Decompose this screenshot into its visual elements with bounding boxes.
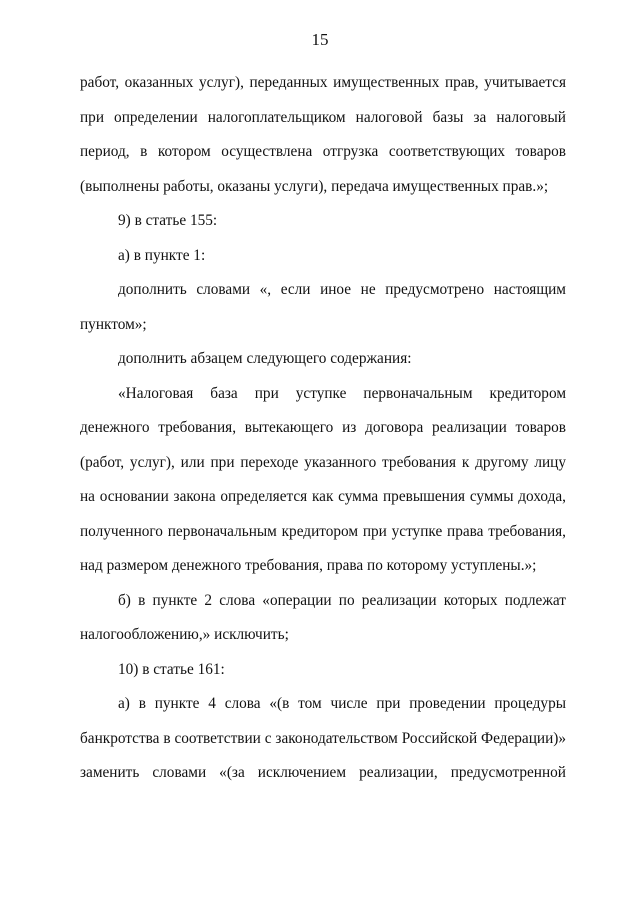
paragraph-point-1: а) в пункте 1: — [118, 246, 206, 264]
paragraph-continuation: работ, оказанных услуг), переданных имущественных прав, учитывается при определении налогоплательщиком налоговой базы за налоговый период, в котором осуществлена отгрузка соответствующих товаров (выполнены работы, оказаны услуги), передача имущественных прав.»; — [80, 74, 566, 195]
page-number: 15 — [311, 30, 329, 49]
paragraph-article-161: 10) в статье 161: — [118, 660, 225, 678]
paragraph-add-clause: дополнить абзацем следующего содержания: — [118, 350, 412, 367]
document-body — [80, 66, 566, 791]
paragraph-article-155: 9) в статье 155: — [118, 212, 218, 229]
paragraph-point-2: б) в пункте 2 слова «операции по реализации которых подлежат налогообложению,» исключить; — [80, 591, 566, 643]
paragraph-point-4: а) в пункте 4 слова «(в том числе при проведении процедуры банкротства в соответствии с законодательством Российской Федерации)» заменить словами «(за исключением реализации, предусмотренной — [80, 695, 566, 781]
paragraph-tax-base-quote: «Налоговая база при уступке первоначальным кредитором денежного требования, вытекающего из договора реализации товаров (работ, услуг), или при переходе указанного требования к другому лицу на основании закона определяется как сумма превышения суммы дохода, полученного первоначальным кредитором при уступке права требования, над размером денежного требования, права по которому уступлены.»; — [80, 384, 566, 574]
paragraph-add-words: дополнить словами «, если иное не предусмотрено настоящим пунктом»; — [80, 281, 566, 333]
